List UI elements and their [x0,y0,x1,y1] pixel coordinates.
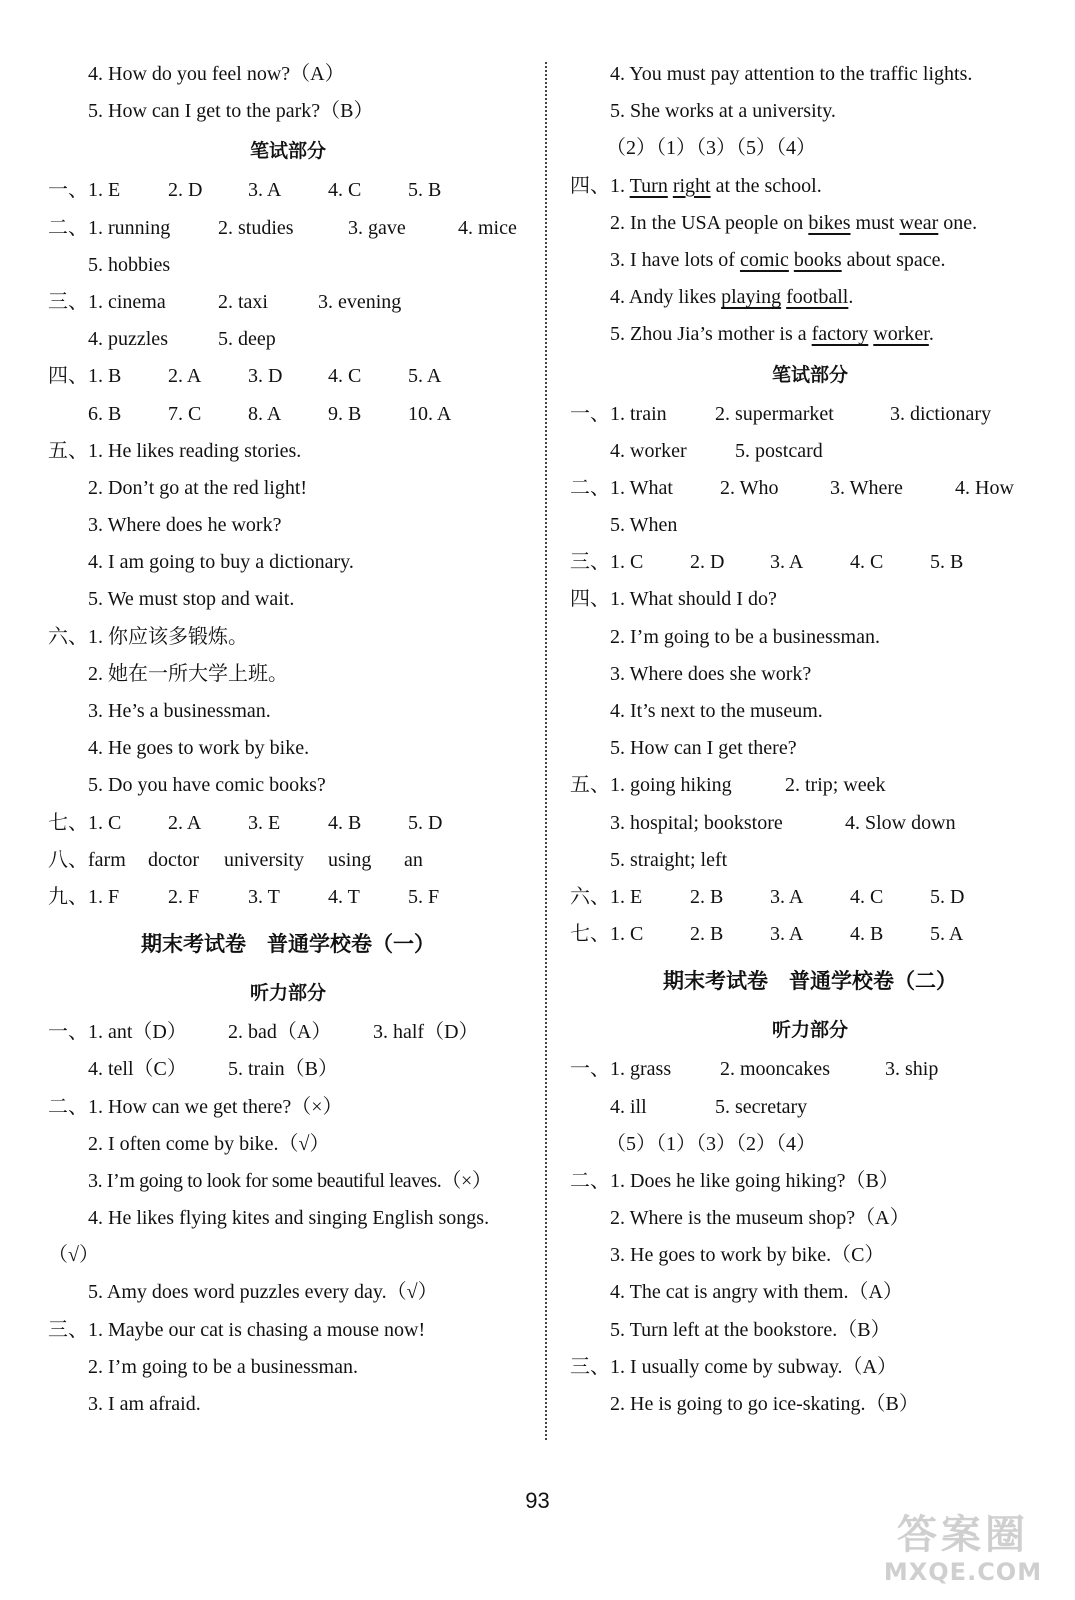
page-number: 93 [525,1488,550,1513]
answer-line [570,805,1050,842]
sentence-text: 4. Andy likes [610,286,722,309]
answer-item: 4. T [328,885,360,908]
answer-item: 4. He likes flying kites and singing English songs. [88,1207,490,1230]
question-number-marker: 二、 [48,216,88,239]
answer-item: 4. ill [610,1095,647,1118]
answer-line [570,916,1050,953]
answer-item: 1. running [88,216,171,239]
answer-item: doctor [148,848,200,871]
answer-item: 4. The cat is angry with them.（A） [610,1281,903,1304]
answer-item: 2. A [168,365,202,388]
answer-item: 3. Where does she work? [610,662,812,685]
answer-item: 3. half（D） [373,1021,479,1044]
answer-item: 4. B [328,811,362,834]
answer-line [570,1163,1050,1200]
answer-item: 3. I am afraid. [88,1393,201,1415]
answer-line [570,1349,1050,1386]
question-number-marker: 三、 [48,1318,88,1341]
answer-item: 5. B [930,551,964,574]
answer-item: 5. How can I get to the park?（B） [88,100,374,123]
question-number-marker: 四、 [48,365,88,388]
answer-line [48,1163,528,1200]
answer-line [48,93,528,130]
sentence-text: one. [938,211,978,234]
answer-line [570,433,1050,470]
answer-item: 3. T [248,885,280,908]
question-number-marker: 七、 [570,923,610,946]
sentence-text: at the school. [710,174,822,197]
answer-line [570,693,1050,730]
answer-line [48,581,528,618]
watermark-text: 答案圈 [897,1512,1029,1558]
answer-line [570,730,1050,767]
answer-line [48,1126,528,1163]
sentence-text: 2. In the USA people on [610,211,809,234]
answer-item: 3. A [770,885,804,908]
answer-item: 1. C [88,811,122,834]
answer-item: 4. It’s next to the museum. [610,700,823,722]
answer-item: （2）（1）（3）（5）（4） [606,137,816,160]
answer-item: 2. F [168,885,200,908]
answer-line [570,1312,1050,1349]
answer-line [570,1126,1050,1163]
sentence-text: . [848,286,854,309]
answer-item: 4. puzzles [88,328,168,351]
answer-item: 5. A [408,365,442,388]
answer-item: 4. How [955,476,1014,499]
answer-line [48,730,528,767]
answer-line [570,168,1050,205]
answer-line [48,1312,528,1349]
answer-item: 5. D [930,885,965,908]
exam-title: 期末考试卷 普通学校卷（一） [141,932,435,957]
answer-item: 2. taxi [218,290,268,313]
answer-line [48,805,528,842]
answer-item: 4. mice [458,216,517,239]
answer-line [48,396,528,433]
answer-item: 2. D [690,551,725,574]
answer-item: 5. deep [218,328,276,351]
answer-item: 10. A [408,402,452,425]
answer-line [48,842,528,879]
answer-item: 4. You must pay attention to the traffic lights. [610,63,973,85]
answer-line [570,879,1050,916]
answer-line [570,1089,1050,1126]
answer-line [48,433,528,470]
answer-item: 5. Do you have comic books? [88,774,326,797]
underlined-word: playing [721,286,782,309]
right-column [570,56,1050,1423]
question-number-marker: 一、 [48,1021,88,1044]
question-number-marker: 一、 [570,1058,610,1081]
answer-item: 2. I’m going to be a businessman. [88,1355,358,1378]
answer-item: 5. When [610,514,678,537]
answer-item: 1. C [610,923,644,946]
answer-line [48,284,528,321]
answer-line [48,56,528,93]
answer-line [48,619,528,656]
answer-item: 5. F [408,885,440,908]
answer-item: 1. I usually come by subway.（A） [610,1355,897,1378]
answer-item: 3. dictionary [890,402,992,425]
answer-item: 4. tell（C） [88,1058,187,1081]
answer-item: 4. B [850,923,884,946]
answer-item: 2. Where is the museum shop?（A） [610,1207,910,1230]
answer-item: 5. A [930,923,964,946]
answer-line [48,507,528,544]
underlined-word: wear [899,211,939,234]
answer-item: university [224,848,304,871]
answer-item: 1. train [610,402,667,425]
answer-item: 3. A [770,551,804,574]
answer-item: 1. B [88,365,122,388]
answer-item: 1. grass [610,1058,672,1081]
answer-item: 2. I often come by bike.（√） [88,1132,330,1155]
question-number-marker: 三、 [570,551,610,574]
answer-item: 3. He’s a businessman. [88,700,271,722]
answer-line [48,470,528,507]
answer-item: using [328,848,372,871]
answer-item: 2. B [690,885,724,908]
answer-item: 5. We must stop and wait. [88,588,295,611]
section-heading: 笔试部分 [771,363,848,386]
answer-item: 2. A [168,811,202,834]
answer-item: 5. straight; left [610,848,728,871]
answer-line [570,1386,1050,1423]
answer-item: 2. studies [218,216,294,239]
answer-line [48,1237,528,1274]
answer-item: 4. I am going to buy a dictionary. [88,551,354,574]
answer-line [48,172,528,209]
answer-line [48,1349,528,1386]
answer-item: 2. trip; week [785,774,886,797]
question-number-marker: 一、 [48,179,88,202]
answer-item: 5. Turn left at the bookstore.（B） [610,1318,891,1341]
answer-line [48,544,528,581]
question-number-marker: 六、 [48,625,88,648]
answer-item: 5. B [408,179,442,202]
answer-item: 5. secretary [715,1095,808,1118]
answer-item: 1. 你应该多锻炼。 [88,625,248,648]
underlined-word: football [786,286,849,309]
answer-line [570,56,1050,93]
question-number-marker: 八、 [48,848,88,871]
answer-line [48,693,528,730]
underlined-word: books [793,248,842,271]
answer-item: farm [88,848,126,871]
answer-item: 1. Does he like going hiking?（B） [610,1169,899,1192]
answer-item: 4. Slow down [845,811,956,834]
answer-line [570,544,1050,581]
answer-item: 3. A [770,923,804,946]
answer-item: 1. Maybe our cat is chasing a mouse now! [88,1318,426,1341]
question-number-marker: 六、 [570,885,610,908]
answer-line [570,842,1050,879]
answer-line [570,279,1050,316]
answer-item: 5. She works at a university. [610,100,836,123]
answer-line [48,767,528,804]
answer-line [570,1274,1050,1311]
underlined-word: comic [739,248,789,271]
underlined-word: Turn [629,174,668,197]
answer-line [570,767,1050,804]
answer-item: 3. ship [885,1058,939,1081]
underlined-word: bikes [808,211,851,234]
answer-line [48,1200,528,1237]
answer-item: 1. How can we get there?（×） [88,1095,343,1118]
answer-item: 3. gave [348,216,406,239]
answer-item: 3. E [248,811,281,834]
answer-item: 1. going hiking [610,774,732,797]
answer-item: 1. cinema [88,290,166,313]
answer-item: 1. E [88,179,121,202]
answer-line [48,1274,528,1311]
underlined-word: factory [811,323,869,346]
answer-item: 5. train（B） [228,1058,338,1081]
sentence-text: about space. [841,248,946,271]
answer-item: 2. mooncakes [720,1058,830,1081]
question-number-marker: 二、 [570,1169,610,1192]
question-number-marker: 九、 [48,885,88,908]
answer-item: 4. worker [610,439,687,462]
sentence-text: 3. I have lots of [610,248,740,271]
answer-line [570,1051,1050,1088]
answer-item: 3. evening [318,290,402,313]
answer-item: 1. ant（D） [88,1021,187,1044]
answer-item: 2. D [168,179,203,202]
answer-item: 1. E [610,885,643,908]
answer-item: 1. C [610,551,644,574]
answer-line [48,879,528,916]
answer-item: 4. C [328,365,362,388]
answer-line [570,619,1050,656]
question-number-marker: 五、 [48,439,88,462]
answer-line [48,1386,528,1423]
exam-title: 期末考试卷 普通学校卷（二） [663,969,957,994]
answer-item: 6. B [88,402,122,425]
answer-item: 4. How do you feel now?（A） [88,63,345,85]
answer-line [570,656,1050,693]
sentence-text: 1. [610,174,630,197]
answer-item: 5. postcard [735,439,823,462]
answer-item: 4. C [850,885,884,908]
column-divider [545,62,547,1440]
underlined-word: worker [873,323,929,346]
answer-line [48,247,528,284]
answer-line [570,507,1050,544]
answer-line [570,1200,1050,1237]
answer-item: 3. Where [830,476,903,499]
answer-line [48,1089,528,1126]
answer-item: 4. C [850,551,884,574]
answer-item: 2. supermarket [715,402,834,425]
sentence-text: must [850,211,900,234]
underlined-word: right [672,174,711,197]
answer-line [48,321,528,358]
question-number-marker: 三、 [570,1355,610,1378]
answer-item: 2. I’m going to be a businessman. [610,625,880,648]
left-column [48,56,528,1423]
answer-line [48,1051,528,1088]
question-number-marker: 二、 [48,1095,88,1118]
answer-item: 1. What should I do? [610,588,777,611]
question-number-marker: 七、 [48,811,88,834]
answer-line [570,205,1050,242]
question-number-marker: 四、 [570,588,610,611]
answer-item: 4. C [328,179,362,202]
answer-item: 3. A [248,179,282,202]
answer-item: 1. He likes reading stories. [88,439,302,462]
answer-item: 2. He is going to go ice-skating.（B） [610,1393,919,1415]
answer-line [48,656,528,693]
answer-item: 8. A [248,402,282,425]
answer-line [48,1014,528,1051]
answer-item: an [404,848,423,871]
answer-line [570,1237,1050,1274]
section-heading: 听力部分 [249,982,326,1005]
answer-item: （√） [48,1244,99,1267]
answer-item: 2. bad（A） [228,1021,332,1044]
answer-item: 1. F [88,885,120,908]
answer-item: 5. Amy does word puzzles every day.（√） [88,1281,438,1304]
answer-item: 5. hobbies [88,253,171,276]
sentence-text: 5. Zhou Jia’s mother is a [610,323,812,346]
answer-item: （5）（1）（3）（2）（4） [606,1132,816,1155]
watermark-logo [863,1512,1063,1592]
section-heading: 听力部分 [771,1019,848,1042]
answer-line [570,316,1050,353]
question-number-marker: 一、 [570,402,610,425]
answer-line [570,470,1050,507]
answer-item: 2. 她在一所大学上班。 [88,662,288,685]
section-heading: 笔试部分 [249,140,326,163]
answer-item: 3. D [248,365,283,388]
answer-item: 3. Where does he work? [88,514,282,537]
answer-line [570,242,1050,279]
answer-line [570,396,1050,433]
question-number-marker: 四、 [570,174,610,197]
answer-line [570,130,1050,167]
answer-item: 2. B [690,923,724,946]
answer-item: 3. hospital; bookstore [610,811,783,834]
answer-line [570,581,1050,618]
answer-item: 2. Who [720,476,779,499]
question-number-marker: 五、 [570,774,610,797]
answer-line [48,358,528,395]
question-number-marker: 三、 [48,290,88,313]
answer-line [48,210,528,247]
answer-item: 9. B [328,402,362,425]
answer-item: 4. He goes to work by bike. [88,737,310,760]
answer-item: 7. C [168,402,202,425]
answer-item: 3. I’m going to look for some beautiful leaves.（×） [88,1169,492,1192]
answer-item: 5. D [408,811,443,834]
sentence-text: . [928,323,934,346]
answer-item: 5. How can I get there? [610,737,797,760]
answer-item: 2. Don’t go at the red light! [88,476,308,499]
answer-line [570,93,1050,130]
watermark-url: MXQE.COM [883,1558,1043,1586]
answer-item: 1. What [610,476,673,499]
answer-item: 3. He goes to work by bike.（C） [610,1244,885,1267]
question-number-marker: 二、 [570,476,610,499]
